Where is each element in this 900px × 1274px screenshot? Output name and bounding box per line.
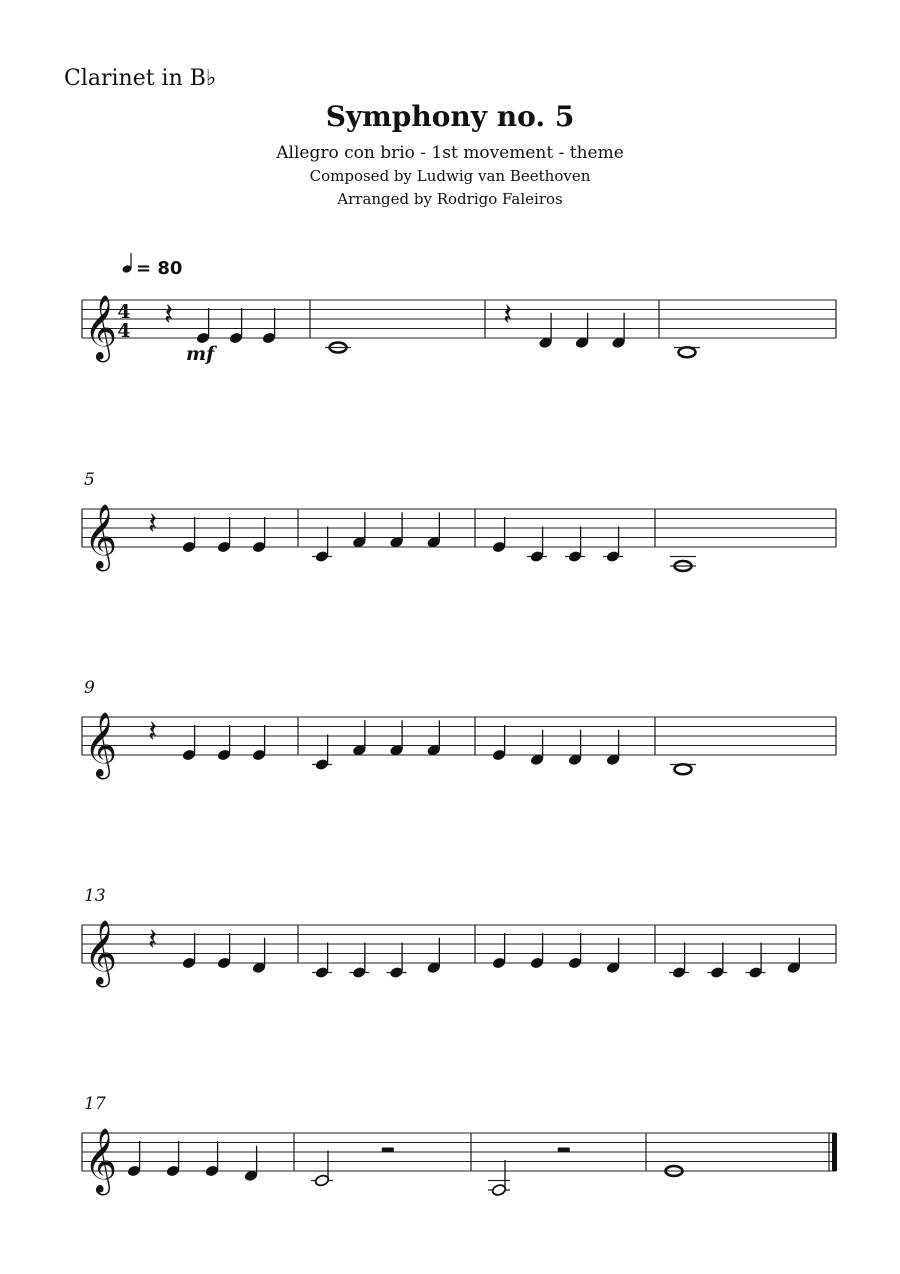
treble-clef-icon: 𝄞 [84,1128,118,1193]
treble-clef-icon: 𝄞 [84,504,118,569]
whole-note [675,764,692,774]
treble-clef-icon: 𝄞 [84,920,118,985]
treble-clef-icon: 𝄞 [84,295,118,360]
tempo-marking: = 80 [136,258,183,279]
staff-system [82,470,836,571]
subtitle: Allegro con brio - 1st movement - theme [276,143,624,163]
measure-number: 9 [84,678,95,698]
half-rest-icon [382,1148,394,1153]
staff-system [82,1094,837,1197]
time-signature-numerator: 4 [117,301,131,323]
measure-number: 17 [84,1094,106,1114]
staff-system [82,886,836,987]
composer-credit: Composed by Ludwig van Beethoven [309,167,591,185]
quarter-rest-icon: 𝄽 [148,714,158,750]
measure-number: 13 [84,886,106,906]
quarter-rest-icon: 𝄽 [164,297,174,333]
page-title: Symphony no. 5 [325,100,575,133]
staff-system [82,678,836,779]
dynamic-marking: mf [186,343,215,365]
treble-clef-icon: 𝄞 [84,712,118,777]
final-barline-thick [832,1133,837,1171]
time-signature-denominator: 4 [117,320,131,342]
arranger-credit: Arranged by Rodrigo Faleiros [337,190,563,208]
instrument-name: Clarinet in B♭ [64,66,217,91]
quarter-rest-icon: 𝄽 [148,506,158,542]
half-rest-icon [558,1148,570,1153]
quarter-rest-icon: 𝄽 [503,297,513,333]
quarter-rest-icon: 𝄽 [148,922,158,958]
staff-system [82,253,836,365]
whole-note [679,347,696,357]
measure-number: 5 [84,470,95,490]
